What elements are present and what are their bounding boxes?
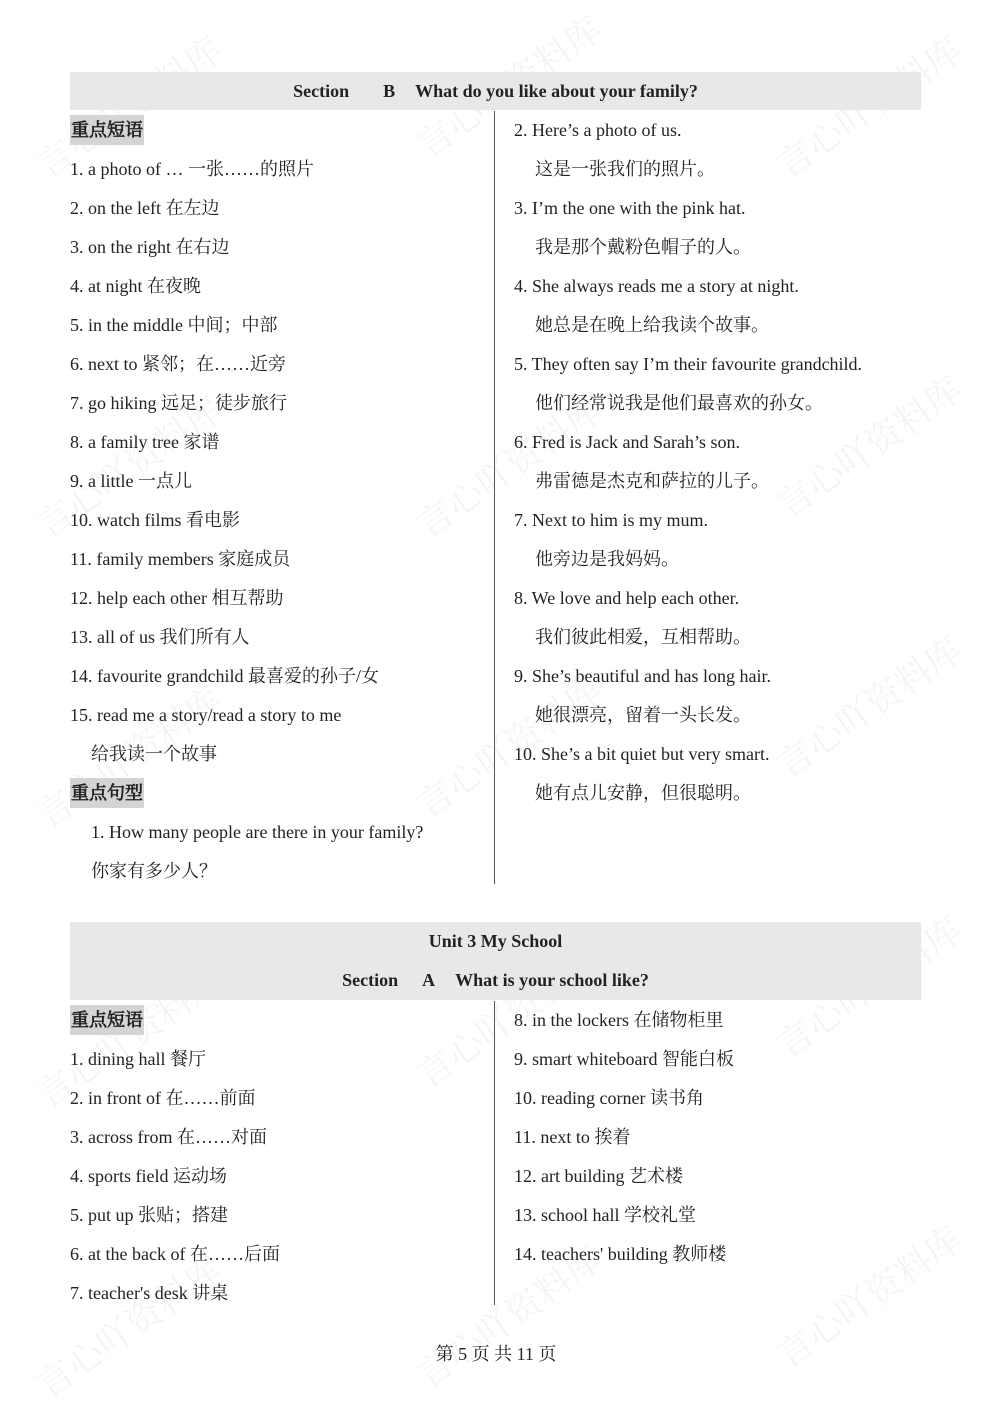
key-sentences-label: 重点句型: [70, 778, 144, 808]
sentence-cn: 我是那个戴粉色帽子的人。: [535, 237, 751, 257]
sentence-cn: 他旁边是我妈妈。: [535, 549, 679, 569]
phrase-item: 14. teachers' building 教师楼: [514, 1244, 727, 1264]
section-title: What do you like about your family?: [415, 81, 698, 101]
sentence-cn: 她有点儿安静，但很聪明。: [535, 783, 751, 803]
phrase-item: 1. a photo of … 一张……的照片: [70, 159, 314, 179]
phrase-item: 10. reading corner 读书角: [514, 1088, 704, 1108]
section-title: What is your school like?: [455, 970, 649, 990]
phrase-item: 7. go hiking 远足；徒步旅行: [70, 393, 288, 413]
phrase-item: 7. teacher's desk 讲桌: [70, 1283, 229, 1303]
column-divider: [494, 1001, 495, 1305]
phrase-item: 4. at night 在夜晚: [70, 276, 201, 296]
sentence-en: 7. Next to him is my mum.: [514, 510, 709, 530]
sentence-en: 4. She always reads me a story at night.: [514, 276, 799, 296]
sentence-cn: 她总是在晚上给我读个故事。: [535, 315, 769, 335]
sentence-en: 1. How many people are there in your family?: [91, 822, 424, 842]
sentence-en: 10. She’s a bit quiet but very smart.: [514, 744, 770, 764]
key-phrases-label: 重点短语: [70, 115, 144, 145]
sentence-en: 8. We love and help each other.: [514, 588, 740, 608]
sentence-cn: 这是一张我们的照片。: [535, 159, 715, 179]
section-b-right-column: [514, 111, 862, 813]
phrase-item: 15. read me a story/read a story to me: [70, 705, 342, 725]
phrase-item: 9. a little 一点儿: [70, 471, 192, 491]
key-phrases-label: 重点短语: [70, 1005, 144, 1035]
page-footer: 第 5 页 共 11 页: [435, 1344, 557, 1364]
sentence-cn: 弗雷德是杰克和萨拉的儿子。: [535, 471, 769, 491]
phrase-item: 9. smart whiteboard 智能白板: [514, 1049, 734, 1069]
unit3-right-column: [514, 1001, 734, 1274]
phrase-item: 2. on the left 在左边: [70, 198, 220, 218]
phrase-item: 3. on the right 在右边: [70, 237, 230, 257]
sentence-cn: 他们经常说我是他们最喜欢的孙女。: [535, 393, 823, 413]
phrase-item: 4. sports field 运动场: [70, 1166, 227, 1186]
unit-title: Unit 3 My School: [428, 931, 563, 951]
sentence-en: 6. Fred is Jack and Sarah’s son.: [514, 432, 740, 452]
phrase-translation: 给我读一个故事: [91, 744, 217, 764]
phrase-item: 11. family members 家庭成员: [70, 549, 291, 569]
section-letter: A: [422, 970, 436, 990]
section-a-header: [70, 961, 921, 1000]
phrase-item: 11. next to 挨着: [514, 1127, 631, 1147]
phrase-item: 8. a family tree 家谱: [70, 432, 220, 452]
section-b-header: [70, 72, 921, 110]
phrase-item: 10. watch films 看电影: [70, 510, 240, 530]
phrase-item: 13. all of us 我们所有人: [70, 627, 250, 647]
section-word: Section: [342, 970, 399, 990]
phrase-item: 5. in the middle 中间；中部: [70, 315, 278, 335]
phrase-item: 14. favourite grandchild 最喜爱的孙子/女: [70, 666, 379, 686]
phrase-item: 5. put up 张贴；搭建: [70, 1205, 229, 1225]
sentence-cn: 你家有多少人？: [91, 861, 217, 881]
phrase-item: 6. at the back of 在……后面: [70, 1244, 280, 1264]
section-word: Section: [293, 81, 350, 101]
phrase-item: 3. across from 在……对面: [70, 1127, 267, 1147]
column-divider: [494, 111, 495, 884]
unit3-left-column: [70, 1001, 280, 1313]
phrase-item: 2. in front of 在……前面: [70, 1088, 256, 1108]
section-b-left-column: [70, 111, 423, 891]
sentence-en: 5. They often say I’m their favourite grandchild.: [514, 354, 863, 374]
sentence-cn: 她很漂亮，留着一头长发。: [535, 705, 751, 725]
phrase-item: 1. dining hall 餐厅: [70, 1049, 206, 1069]
phrase-item: 8. in the lockers 在储物柜里: [514, 1010, 724, 1030]
sentence-en: 3. I’m the one with the pink hat.: [514, 198, 746, 218]
phrase-item: 12. art building 艺术楼: [514, 1166, 683, 1186]
phrase-item: 6. next to 紧邻；在……近旁: [70, 354, 286, 374]
sentence-cn: 我们彼此相爱，互相帮助。: [535, 627, 751, 647]
phrase-item: 12. help each other 相互帮助: [70, 588, 284, 608]
unit3-header: [70, 922, 921, 1000]
section-letter: B: [383, 81, 396, 101]
sentence-en: 9. She’s beautiful and has long hair.: [514, 666, 771, 686]
sentence-en: 2. Here’s a photo of us.: [514, 120, 682, 140]
phrase-item: 13. school hall 学校礼堂: [514, 1205, 696, 1225]
